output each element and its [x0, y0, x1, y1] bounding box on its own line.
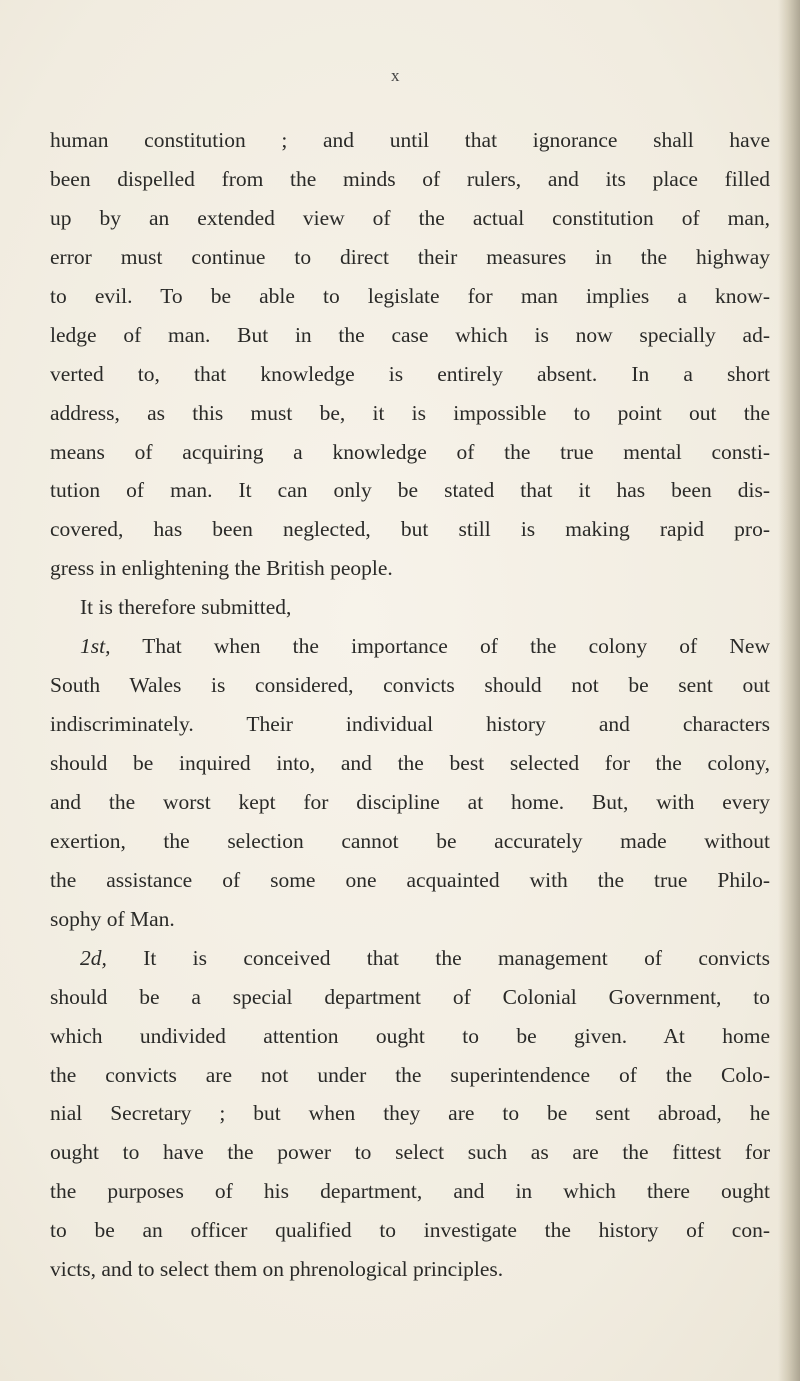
text-line: the purposes of his department, and in which there ought: [50, 1179, 770, 1204]
text-line: and the worst kept for discipline at home. But, with every: [50, 789, 770, 814]
text-line: covered, has been neglected, but still is making rapid pro-: [50, 517, 770, 542]
text-line: address, as this must be, it is impossible to point out the: [50, 400, 770, 425]
text-line: South Wales is considered, convicts should not be sent out: [50, 673, 770, 698]
page-number: x: [391, 66, 401, 85]
text-line: should be inquired into, and the best selected for the colony,: [50, 751, 770, 775]
ordinal-marker: 2d,: [80, 945, 107, 970]
text-line: tution of man. It can only be stated that it has been dis-: [50, 478, 770, 503]
text-line: ought to have the power to select such as are the fittest for: [50, 1140, 770, 1165]
text-line: up by an extended view of the actual constitution of man,: [50, 205, 770, 230]
text-line: gress in enlightening the British people.: [50, 556, 393, 581]
text-line: should be a special department of Colonial Government, to: [50, 984, 770, 1009]
page-edge-shadow: [778, 0, 800, 1381]
body-text: [50, 121, 770, 1289]
paragraph: [50, 939, 770, 1289]
text-run: It is conceived that the management of convicts: [106, 945, 770, 970]
text-line: indiscriminately. Their individual history and characters: [50, 712, 770, 737]
text-line: It is therefore submitted,: [80, 595, 292, 620]
text-line: the assistance of some one acquainted with the true Philo-: [50, 867, 770, 892]
text-line: to evil. To be able to legislate for man implies a know-: [50, 283, 770, 308]
text-line: [50, 939, 770, 978]
text-line: means of acquiring a knowledge of the true mental consti-: [50, 439, 770, 464]
text-line: human constitution ; and until that ignorance shall have: [50, 128, 770, 152]
text-line: victs, and to select them on phrenological principles.: [50, 1257, 504, 1282]
text-line: exertion, the selection cannot be accurately made without: [50, 828, 770, 853]
paragraph: [50, 121, 770, 588]
text-line: which undivided attention ought to be given. At home: [50, 1023, 770, 1048]
text-line: nial Secretary ; but when they are to be sent abroad, he: [50, 1101, 770, 1126]
ordinal-marker: 1st,: [80, 634, 111, 659]
text-line: error must continue to direct their measures in the highway: [50, 244, 770, 269]
text-line: been dispelled from the minds of rulers, and its place filled: [50, 166, 770, 191]
text-line: to be an officer qualified to investigate the history of con-: [50, 1218, 770, 1243]
text-line: ledge of man. But in the case which is now specially ad-: [50, 322, 770, 347]
text-line: [50, 627, 770, 666]
paragraph: [50, 588, 770, 627]
paragraph: [50, 627, 770, 939]
text-line: verted to, that knowledge is entirely absent. In a short: [50, 361, 770, 386]
text-run: That when the importance of the colony of New: [110, 634, 770, 659]
text-line: sophy of Man.: [50, 906, 175, 931]
text-line: the convicts are not under the superintendence of the Colo-: [50, 1062, 770, 1087]
